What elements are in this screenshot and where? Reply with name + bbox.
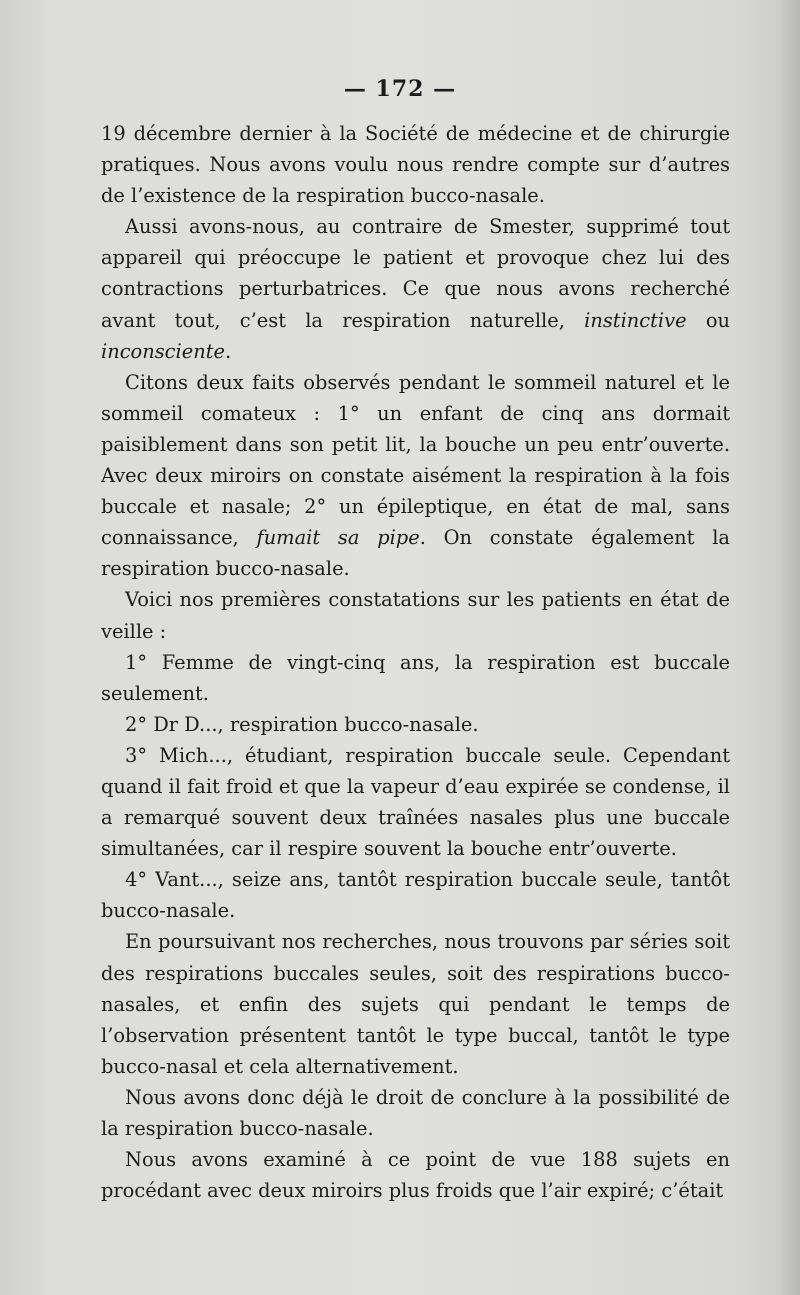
paragraph-text: ou [705,308,730,332]
page-edge-shadow [778,0,800,1295]
page-number: — 172 — [343,76,457,102]
paragraph-text: Citons deux faits observés pendant le sommeil naturel et le sommeil comateux : 1° un enfant de cinq ans dormait paisiblement dans son petit lit, la bouche un peu entr’ouverte. Avec deux miroirs on constate aisément la respiration à la fois buccale et nasale; 2° un épileptique, en état de mal, sans connaissance, [101,370,730,550]
punctuation: . [224,339,232,363]
paragraph-text: Aussi avons-nous, au contraire de Smester, supprimé tout appareil qui préoccupe le patient et provoque chez lui des contractions perturbatrices. Ce que nous avons recherché avant tout, c’est la respiration naturelle, [101,215,730,332]
list-item-1: 1° Femme de vingt-cinq ans, la respiration est buccale seulement. [101,650,730,705]
paragraph-188-subjects: Nous avons examiné à ce point de vue 188 sujets en procédant avec deux miroirs plus froids que l’air expiré; c’était [101,1148,730,1203]
paragraph-smester [101,211,730,366]
body-text [101,118,730,1206]
italic-term: instinctive [584,308,687,332]
italic-phrase: fumait sa pipe [256,526,420,550]
list-item-4: 4° Vant..., seize ans, tantôt respiration buccale seule, tantôt bucco-nasale. [101,868,730,923]
paragraph-text: . On constate également la respiration bucco-nasale. [101,526,730,581]
list-item-2: 2° Dr D..., respiration bucco-nasale. [125,712,479,736]
italic-term: inconsciente [101,339,225,363]
paragraph-two-facts [101,367,730,585]
paragraph-continuation: 19 décembre dernier à la Société de médecine et de chirurgie pratiques. Nous avons voulu nous rendre compte sur d’autres de l’existence de la respiration bucco-nasale. [101,122,730,208]
paragraph-first-observations: Voici nos premières constatations sur les patients en état de veille : [101,588,730,643]
paragraph-series: En poursuivant nos recherches, nous trouvons par séries soit des respirations buccales seules, soit des respirations bucco-nasales, et enfin des sujets qui pendant le temps de l’observation présentent tantôt le type buccal, tantôt le type bucco-nasal et cela alternativement. [101,930,730,1078]
list-item-3: 3° Mich..., étudiant, respiration buccale seule. Cependant quand il fait froid et que la vapeur d’eau expirée se condense, il a remarqué souvent deux traînées nasales plus une buccale simultanées, car il respire souvent la bouche entr’ouverte. [101,743,730,861]
paragraph-conclusion: Nous avons donc déjà le droit de conclure à la possibilité de la respiration bucco-nasale. [101,1085,730,1140]
